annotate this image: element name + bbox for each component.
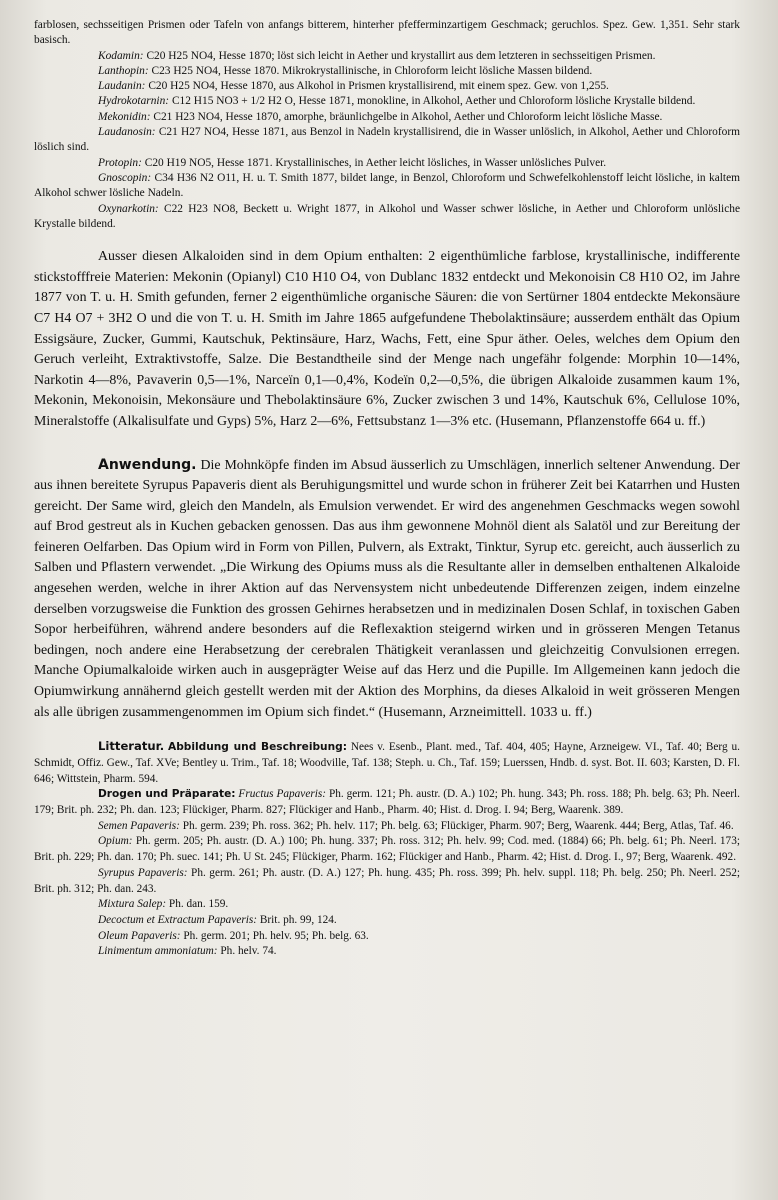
literatur-entry: Opium: Ph. germ. 205; Ph. austr. (D. A.) 100; Ph. hung. 337; Ph. ross. 312; Ph. helv. 99; Cod. med. (1884) 66; Ph. belg. 61; Ph. Neerl. 173; Brit. ph. 229; Ph. dan. 170; Ph. suec. 141; Ph. U St. 245; Flückiger, Pharm. 162; Flückiger and Hanb., Pharm. 42; Hist. d. Drog. I., 97; Berg, Waarenk. 492. [34,835,740,864]
anwendung-text: Die Mohnköpfe finden im Absud äusserlich zu Umschlägen, innerlich seltener Anwendung. Der aus ihnen bereitete Syrupus Papaveris dient als Beruhigungsmittel und wurde schon in früherer Zeit bei Katarrhen und Husten gereicht. Der Same wird, gleich den Mandeln, als Emulsion verwendet. Er wird des angenehmen Geschmacks wegen sowohl auf Brod gestreut als in Kuchen gebacken genossen. Das aus ihm gewonnene Mohnöl dient als Salatöl und zur Bereitung der feineren Oelfarben. Das Opium wird in Form von Pillen, Pulvern, als Extrakt, Tinktur, Syrup etc. gereicht, auch äusserlich zu Salben und Pflastern verwendet. „Die Wirkung des Opiums muss als die Resultante aller in demselben enthaltenen Alkaloide angesehen werden, welche in ihrer Aktion auf das Nervensystem nicht unbedeutende Differenzen zeigen, indem einzelne derselben vorzugsweise die Funktion des grossen Gehirnes herabsetzen und in medizinalen Dosen Schlaf, in toxischen Gaben Sopor herbeiführen, während andere besonders auf die Reflexaktion steigernd wirken und in grösseren Mengen Tetanus bedingen, noch andere eine Herabsetzung der cerebralen Thätigkeit veranlassen und gleichzeitig Convulsionen erregen. Manche Opiumalkaloide wirken auch in ausgeprägter Weise auf das Herz und die Pupille. Im Allgemeinen kann jedoch die Opiumwirkung annähernd gleich gestellt werden mit der Aktion des Morphins, da dieses Alkaloid in weit grösseren Mengen als alle übrigen zusammengenommen im Opium sich findet.“ (Husemann, Arzneimittell. 1033 u. ff.) [34,457,740,720]
alkaloid-entry: Laudanosin: C21 H27 NO4, Hesse 1871, aus Benzol in Nadeln krystallisirend, die in Wasser unlöslich, in Alkohol, Aether und Chloroform löslich sind. [34,126,740,154]
constituents-text: Ausser diesen Alkaloiden sind in dem Opium enthalten: 2 eigenthümliche farblose, krystallinische, indifferente stickstofffreie Materien: Mekonin (Opianyl) C10 H10 O4, von Dublanc 1832 entdeckt und Mekonoisin C8 H10 O2, im Jahre 1877 von T. u. H. Smith gefunden, ferner 2 eigenthümliche organische Säuren: die von Sertürner 1804 entdeckte Mekonsäure C7 H4 O7 + 3H2 O und die von T. u. H. Smith im Jahre 1865 aufgefundene Thebolaktinsäure; ausserdem enthält das Opium Essigsäure, Zucker, Gummi, Kautschuk, Pektinsäure, Harz, Wachs, Fett, eine Spur äther. Oeles, welches dem Opium den Geruch verleiht, Extraktivstoffe, Salze. Die Bestandtheile sind der Menge nach ungefähr folgende: Morphin 10—14%, Narkotin 4—8%, Pavaverin 0,5—1%, Narceïn 0,1—0,4%, Kodeïn 0,2—0,5%, die übrigen Alkaloide zusammen kaum 1%, Mekonin, Mekonoisin, Mekonsäure und Thebolaktinsäure 6%, Zucker zwischen 3 und 14%, Kautschuk 6%, Cellulose 10%, Mineralstoffe (Alkalisulfate und Gyps) 5%, Harz 2—6%, Fettsubstanz 1—3% etc. (Husemann, Pflanzenstoffe 664 u. ff.) [34,249,740,429]
abbildung-heading: Abbildung und Beschreibung: [168,741,347,754]
literatur-entry: Oleum Papaveris: Ph. germ. 201; Ph. helv. 95; Ph. belg. 63. [98,929,369,942]
literatur-entry: Drogen und Präparate: Fructus Papaveris: Ph. germ. 121; Ph. austr. (D. A.) 102; Ph. hung. 343; Ph. ross. 188; Ph. belg. 63; Ph. Neerl. 179; Brit. ph. 232; Ph. dan. 123; Flückiger, Pharm. 827; Flückiger and Hanb., Pharm. 40; Hist. d. Drog. I. 94; Berg, Waarenk. 389. [34,788,740,817]
literatur-abbildung: Litteratur. Abbildung und Beschreibung: Nees v. Esenb., Plant. med., Taf. 404, 405; Hayne, Arzneigew. VI., Taf. 40; Berg u. Schmidt, Offiz. Gew., Taf. XVe; Bentley u. Trim., Taf. 18; Woodville, Taf. 138; Steph. u. Ch., Taf. 159; Luerssen, Hndb. d. syst. Bot. II. 603; Karsten, D. Fl. 646; Wittstein, Pharm. 594. [34,739,740,785]
alkaloid-entry: Mekonidin: C21 H23 NO4, Hesse 1870, amorphe, bräunlichgelbe in Alkohol, Aether und Chloroform leicht lösliche Masse. [98,110,663,123]
alkaloid-entry: Lanthopin: C23 H25 NO4, Hesse 1870. Mikrokrystallinische, in Chloroform leicht lösliche Massen bildend. [98,64,593,77]
literatur-entry: Decoctum et Extractum Papaveris: Brit. ph. 99, 124. [98,913,337,926]
alkaloid-entry: Kodamin: C20 H25 NO4, Hesse 1870; löst sich leicht in Aether und krystallirt aus dem letzteren in sechsseitigen Prismen. [98,49,656,62]
literatur-section [34,739,740,960]
alkaloid-list [34,18,740,232]
anwendung-paragraph [34,455,740,724]
literatur-entry: Mixtura Salep: Ph. dan. 159. [98,898,229,911]
alkaloid-entry: farblosen, sechsseitigen Prismen oder Tafeln von anfangs bitterem, hinterher pfefferminzartigem Geschmack; geruchlos. Spez. Gew. 1,351. Sehr stark basisch. [34,19,740,47]
anwendung-heading: Anwendung. [98,456,197,473]
alkaloid-entry: Oxynarkotin: C22 H23 NO8, Beckett u. Wright 1877, in Alkohol und Wasser schwer lösliche, in Aether und Chloroform unlösliche Krystalle bildend. [34,202,740,230]
literatur-entry: Semen Papaveris: Ph. germ. 239; Ph. ross. 362; Ph. helv. 117; Ph. belg. 63; Flückiger, Pharm. 907; Berg, Waarenk. 444; Berg, Atlas, Taf. 46. [98,819,734,832]
drogen-heading: Drogen und Präparate: [98,788,236,801]
literatur-heading: Litteratur. [98,739,165,754]
alkaloid-entry: Hydrokotarnin: C12 H15 NO3 + 1/2 H2 O, Hesse 1871, monokline, in Alkohol, Aether und Chloroform lösliche Krystalle bildend. [98,95,696,108]
alkaloid-entry: Laudanin: C20 H25 NO4, Hesse 1870, aus Alkohol in Prismen krystallisirend, mit einem spez. Gew. von 1,255. [98,80,609,93]
alkaloid-entry: Gnoscopin: C34 H36 N2 O11, H. u. T. Smith 1877, bildet lange, in Benzol, Chloroform und Schwefelkohlenstoff leicht lösliche, in kaltem Alkohol schwer lösliche Nadeln. [34,171,740,200]
anwendung-section [34,455,740,724]
literatur-entry: Linimentum ammoniatum: Ph. helv. 74. [98,945,277,958]
alkaloid-entry: Protopin: C20 H19 NO5, Hesse 1871. Krystallinisches, in Aether leicht lösliches, in Wasser unlösliches Pulver. [98,156,607,169]
constituents-paragraph [34,247,740,432]
literatur-entry: Syrupus Papaveris: Ph. germ. 261; Ph. austr. (D. A.) 127; Ph. hung. 435; Ph. ross. 399; Ph. helv. suppl. 118; Ph. belg. 250; Ph. Neerl. 252; Brit. ph. 312; Ph. dan. 243. [34,866,741,895]
